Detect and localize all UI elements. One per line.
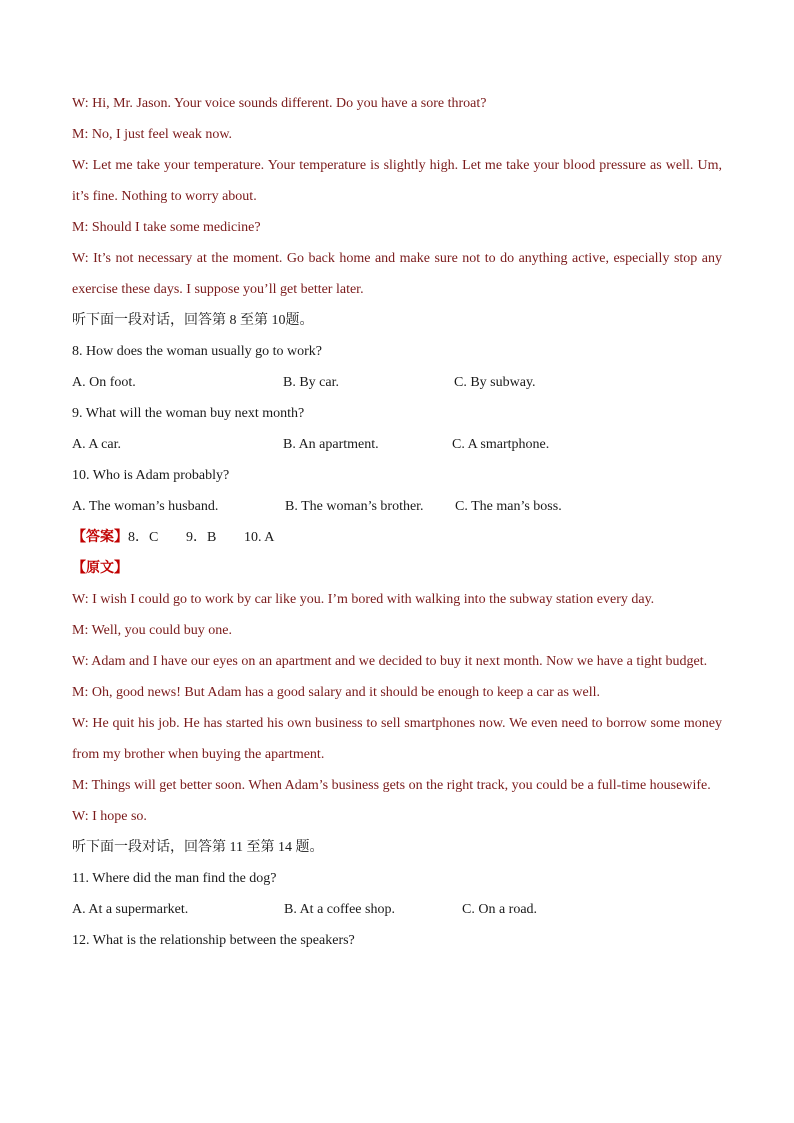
- answer-label: 【答案】: [72, 530, 128, 545]
- dialogue-line: W: I hope so.: [72, 809, 147, 824]
- page-content: [72, 88, 722, 956]
- dialogue-line: W: It’s not necessary at the moment. Go back home and make sure not to do anything active, especially stop any exercise these days. I suppose you’ll get better later.: [72, 251, 722, 297]
- question-text: 9. What will the woman buy next month?: [72, 406, 305, 421]
- question-options: [72, 429, 722, 460]
- section-instruction: 听下面一段对话，回答第 11 至第 14 题。: [72, 840, 324, 855]
- dialogue-line: W: Hi, Mr. Jason. Your voice sounds different. Do you have a sore throat?: [72, 96, 487, 111]
- dialogue-line: W: Adam and I have our eyes on an apartment and we decided to buy it next month. Now we have a tight budget.: [72, 654, 708, 669]
- dialogue-line: M: Oh, good news! But Adam has a good salary and it should be enough to keep a car as well.: [72, 685, 601, 700]
- question-options: [72, 367, 722, 398]
- answer-item: 8．C: [128, 530, 159, 545]
- dialogue-line: W: He quit his job. He has started his own business to sell smartphones now. We even need to borrow some money from my brother when buying the apartment.: [72, 716, 722, 762]
- original-label: 【原文】: [72, 561, 128, 576]
- option-c: C. A smartphone.: [452, 437, 550, 452]
- option-c: C. The man’s boss.: [455, 499, 562, 514]
- question-options: [72, 491, 722, 522]
- answer-item: 10. A: [244, 530, 275, 545]
- dialogue-line: M: Should I take some medicine?: [72, 220, 261, 235]
- dialogue-line: M: No, I just feel weak now.: [72, 127, 233, 142]
- option-b: B. An apartment.: [283, 437, 379, 452]
- option-c: C. By subway.: [454, 375, 536, 390]
- option-a: A. A car.: [72, 437, 121, 452]
- dialogue-line: W: I wish I could go to work by car like you. I’m bored with walking into the subway station every day.: [72, 592, 655, 607]
- option-a: A. On foot.: [72, 375, 136, 390]
- dialogue-line: W: Let me take your temperature. Your temperature is slightly high. Let me take your blood pressure as well. Um, it’s fine. Nothing to worry about.: [72, 158, 722, 204]
- question-text: 11. Where did the man find the dog?: [72, 871, 277, 886]
- question-options: [72, 894, 722, 925]
- question-text: 12. What is the relationship between the speakers?: [72, 933, 355, 948]
- option-b: B. At a coffee shop.: [284, 902, 395, 917]
- option-a: A. The woman’s husband.: [72, 499, 219, 514]
- option-b: B. By car.: [283, 375, 339, 390]
- dialogue-line: M: Things will get better soon. When Adam’s business gets on the right track, you could be a full-time housewife.: [72, 778, 711, 793]
- option-c: C. On a road.: [462, 902, 538, 917]
- option-a: A. At a supermarket.: [72, 902, 189, 917]
- answer-item: 9．B: [186, 530, 217, 545]
- dialogue-line: M: Well, you could buy one.: [72, 623, 232, 638]
- question-text: 8. How does the woman usually go to work?: [72, 344, 323, 359]
- answer-line: [72, 522, 722, 553]
- question-text: 10. Who is Adam probably?: [72, 468, 230, 483]
- option-b: B. The woman’s brother.: [285, 499, 424, 514]
- section-instruction: 听下面一段对话，回答第 8 至第 10题。: [72, 313, 314, 328]
